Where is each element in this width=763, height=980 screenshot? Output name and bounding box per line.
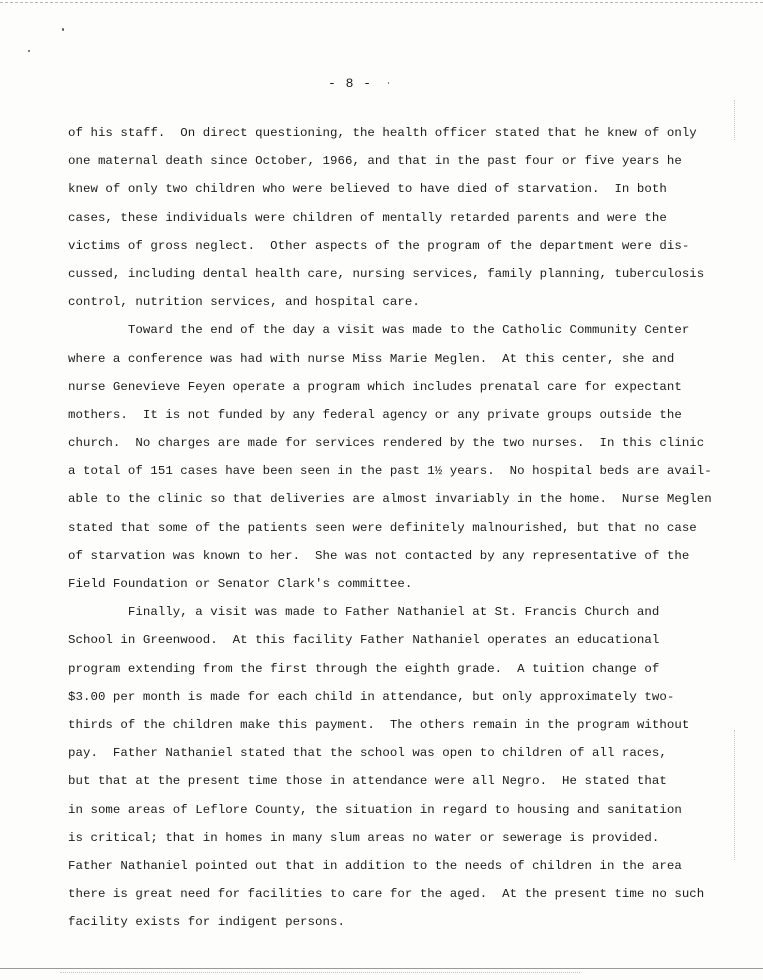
text-line: knew of only two children who were believed to have died of starvation. In both (68, 182, 667, 197)
text-line: Father Nathaniel pointed out that in addition to the needs of children in the area (68, 858, 682, 873)
text-line: able to the clinic so that deliveries are almost invariably in the home. Nurse Meglen (68, 492, 712, 507)
text-line: School in Greenwood. At this facility Father Nathaniel operates an educational (68, 633, 660, 648)
text-line: thirds of the children make this payment. The others remain in the program without (68, 717, 690, 732)
scan-margin-mark (734, 730, 735, 860)
text-line: stated that some of the patients seen were definitely malnourished, but that no case (68, 520, 697, 535)
scan-speck (28, 50, 30, 52)
scan-margin-mark (734, 100, 735, 140)
bottom-scan-noise (60, 972, 580, 973)
text-line: one maternal death since October, 1966, and that in the past four or five years he (68, 154, 682, 169)
text-line: cases, these individuals were children of mentally retarded parents and were the (68, 210, 667, 225)
text-line: control, nutrition services, and hospital care. (68, 295, 420, 310)
document-body (68, 119, 712, 936)
text-line: mothers. It is not funded by any federal agency or any private groups outside the (68, 407, 682, 422)
text-line: of starvation was known to her. She was not contacted by any representative of the (68, 548, 690, 563)
text-line: a total of 151 cases have been seen in the past 1½ years. No hospital beds are avail- (68, 464, 712, 479)
text-line: is critical; that in homes in many slum areas no water or sewerage is provided. (68, 830, 660, 845)
bottom-scan-edge (0, 968, 763, 969)
text-line: of his staff. On direct questioning, the health officer stated that he knew of only (68, 126, 697, 140)
text-line: Toward the end of the day a visit was made to the Catholic Community Center (68, 323, 690, 338)
text-line: facility exists for indigent persons. (68, 915, 345, 930)
page-number: - 8 - (327, 76, 372, 91)
text-line: cussed, including dental health care, nursing services, family planning, tuberculosis (68, 266, 705, 281)
text-line: where a conference was had with nurse Miss Marie Meglen. At this center, she and (68, 351, 675, 366)
text-line: $3.00 per month is made for each child in attendance, but only approximately two- (68, 689, 675, 704)
top-scan-edge (0, 2, 763, 3)
scan-speck (62, 28, 64, 31)
text-line: there is great need for facilities to care for the aged. At the present time no such (68, 887, 705, 902)
text-line: Finally, a visit was made to Father Nathaniel at St. Francis Church and (68, 605, 660, 620)
text-line: church. No charges are made for services rendered by the two nurses. In this clinic (68, 436, 705, 451)
text-line: nurse Genevieve Feyen operate a program which includes prenatal care for expectant (68, 379, 682, 394)
text-line: victims of gross neglect. Other aspects of the program of the department were dis- (68, 238, 690, 253)
text-line: pay. Father Nathaniel stated that the school was open to children of all races, (68, 746, 667, 761)
text-line: but that at the present time those in attendance were all Negro. He stated that (68, 774, 667, 789)
text-line: program extending from the first through the eighth grade. A tuition change of (68, 661, 660, 676)
text-line: in some areas of Leflore County, the situation in regard to housing and sanitation (68, 802, 682, 817)
text-line: Field Foundation or Senator Clark's committee. (68, 577, 413, 591)
